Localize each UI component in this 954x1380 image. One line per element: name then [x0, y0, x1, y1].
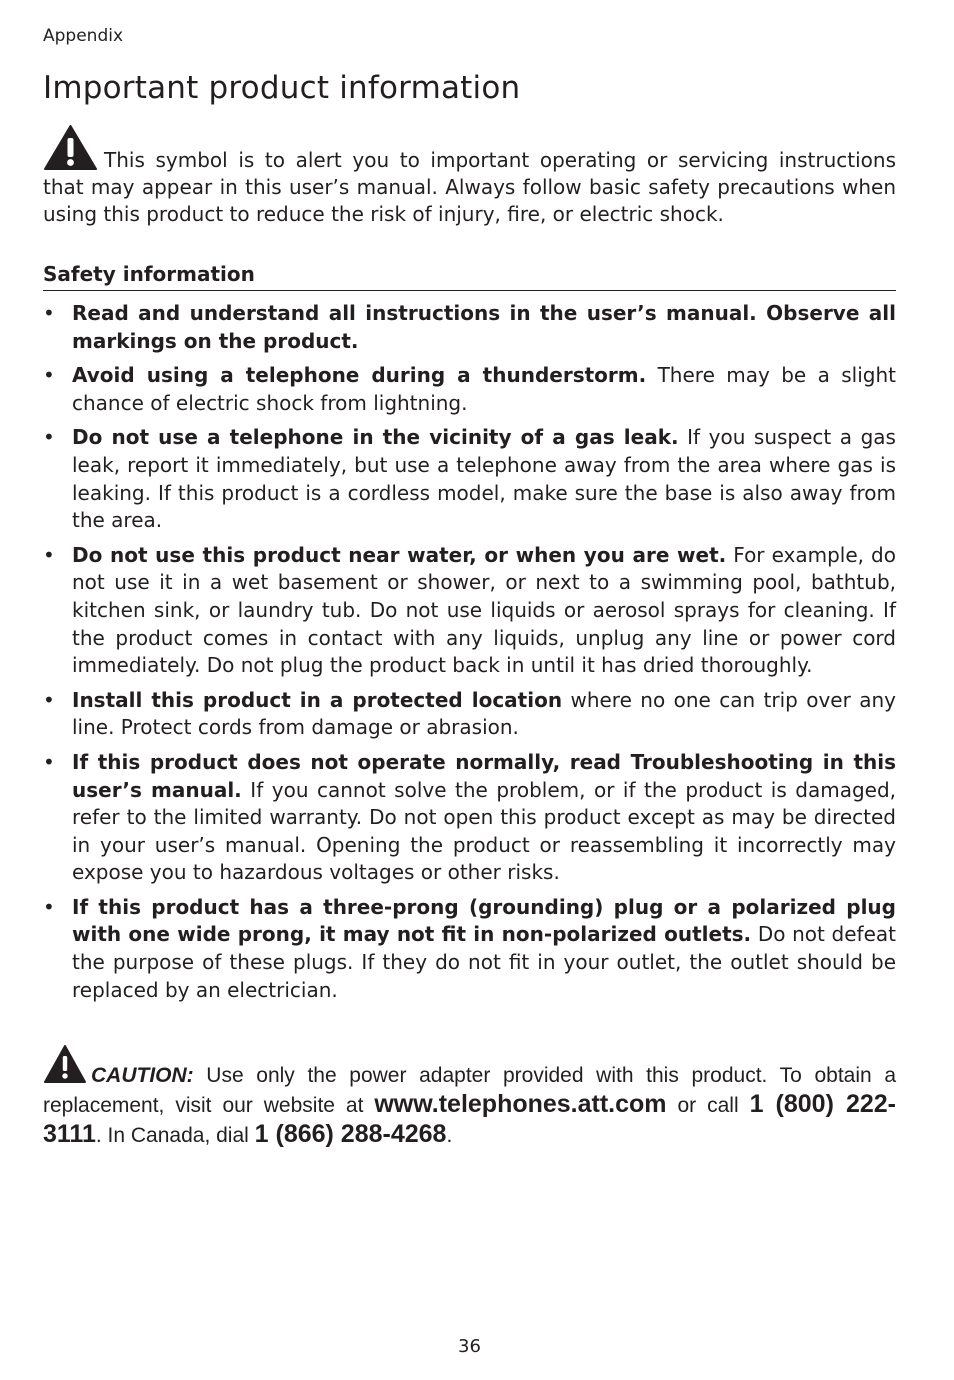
- safety-item: [43, 362, 896, 417]
- safety-item-lead: If this product has a three-prong (grounding) plug or a polarized plug with one wide prong, it may not fit in non-polarized outlets.: [72, 894, 896, 947]
- manual-page: [43, 0, 896, 1380]
- safety-item-lead: If this product does not operate normally, read Troubleshooting in this user’s manual.: [72, 749, 896, 802]
- safety-item: [43, 894, 896, 1004]
- page-title: Important product information: [43, 70, 521, 106]
- intro-paragraph: [43, 124, 896, 228]
- safety-item-lead: Read and understand all instructions in the user’s manual. Observe all markings on the product.: [72, 301, 896, 353]
- phone-canada: 1 (866) 288-4268: [254, 1120, 447, 1148]
- caution-label: CAUTION:: [91, 1064, 194, 1087]
- safety-item-lead: Do not use this product near water, or when you are wet.: [72, 542, 727, 567]
- page-number: 36: [458, 1336, 481, 1357]
- warning-triangle-icon: [43, 124, 98, 171]
- safety-item-lead: Do not use a telephone in the vicinity of a gas leak.: [72, 425, 679, 450]
- safety-item: [43, 424, 896, 534]
- bullet-dot: •: [43, 687, 55, 712]
- bullet-dot: •: [43, 363, 55, 388]
- safety-item: [43, 542, 896, 680]
- safety-item-body: Do not defeat the purpose of these plugs. If they do not fit in your outlet, the outlet should be replaced by an electrician.: [72, 922, 896, 1002]
- intro-text: This symbol is to alert you to important operating or servicing instructions that may appear in this user’s manual. Always follow basic safety precautions when using this product to reduce the risk of injury, fire, or electric shock.: [43, 148, 896, 226]
- safety-item-body: For example, do not use it in a wet basement or shower, or next to a swimming pool, bathtub, kitchen sink, or laundry tub. Do not use liquids or aerosol sprays for cleaning. If the product comes in contact with any liquids, unplug any line or power cord immediately. Do not plug the product back in until it has dried thoroughly.: [72, 542, 896, 678]
- safety-list: [43, 300, 896, 1011]
- caution-text: . In Canada, dial: [95, 1124, 255, 1147]
- caution-paragraph: [43, 1044, 896, 1150]
- bullet-dot: •: [43, 749, 55, 774]
- safety-item-body: If you cannot solve the problem, or if the product is damaged, refer to the limited warranty. Do not open this product except as may be directed in your user’s manual. Opening the product or reassembling it incorrectly may expose you to hazardous voltages or other risks.: [72, 777, 897, 885]
- bullet-dot: •: [43, 894, 55, 919]
- safety-item: [43, 749, 896, 887]
- bullet-dot: •: [43, 301, 55, 325]
- safety-item: [43, 300, 896, 355]
- caution-text: or call: [666, 1094, 750, 1117]
- bullet-dot: •: [43, 425, 55, 450]
- safety-item: [43, 687, 896, 742]
- section-label: Appendix: [43, 26, 124, 46]
- safety-item-body: where no one can trip over any line. Protect cords from damage or abrasion.: [72, 687, 896, 740]
- safety-item-body: If you suspect a gas leak, report it immediately, but use a telephone away from the area where gas is leaking. If this product is a cordless model, make sure the base is also away from the area.: [72, 425, 896, 533]
- safety-item-lead: Install this product in a protected location: [72, 687, 563, 712]
- phone-us: 1 (800) 222-3111: [43, 1090, 896, 1148]
- website-link[interactable]: www.telephones.att.com: [374, 1090, 667, 1118]
- safety-heading: Safety information: [43, 262, 896, 291]
- caution-text: .: [446, 1124, 453, 1147]
- caution-text: Use only the power adapter provided with this product. To obtain a replacement, visit our website at: [43, 1064, 896, 1117]
- safety-item-body: There may be a slight chance of electric shock from lightning.: [72, 363, 896, 415]
- caution-warning-icon: [43, 1044, 87, 1084]
- safety-item-lead: Avoid using a telephone during a thunderstorm.: [72, 363, 647, 388]
- bullet-dot: •: [43, 542, 55, 567]
